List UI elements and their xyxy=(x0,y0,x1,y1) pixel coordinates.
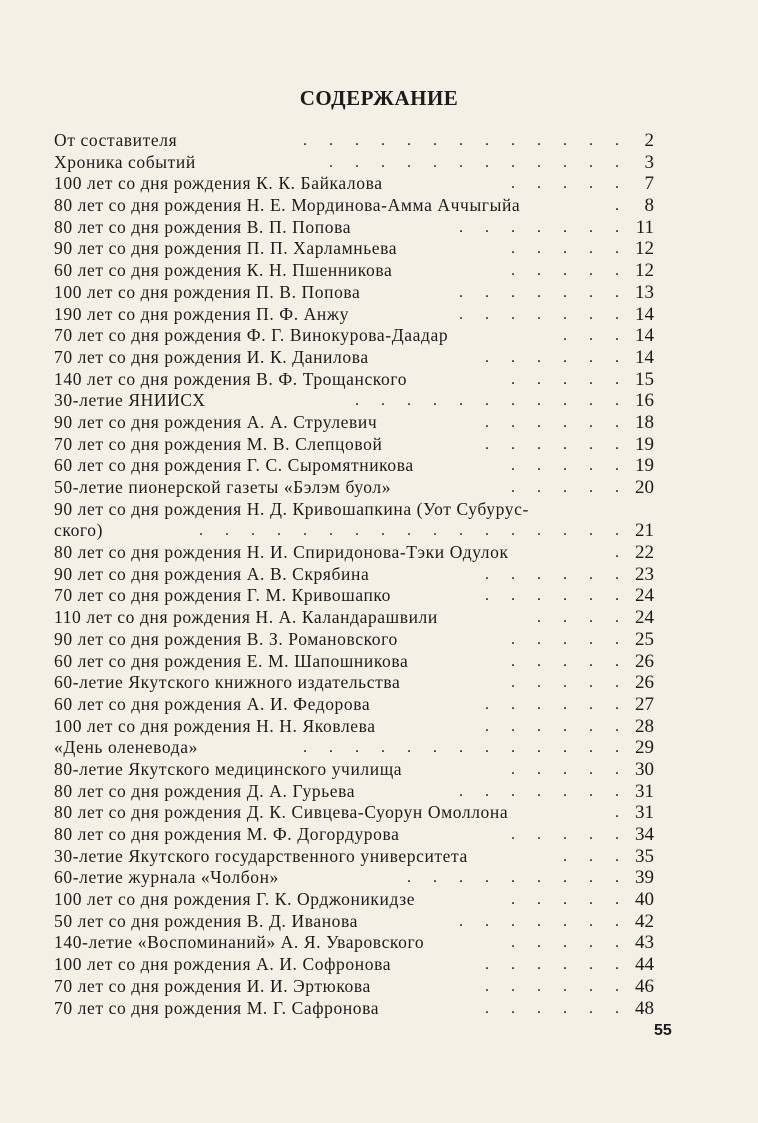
toc-leader-dots: . . . . . . . . . . . . . . . . . xyxy=(199,522,628,540)
toc-entry xyxy=(54,954,654,976)
toc-page-number: 30 xyxy=(635,758,654,780)
toc-page-number: 43 xyxy=(635,932,654,954)
toc-page-number: 25 xyxy=(635,628,654,650)
toc-entry xyxy=(54,846,654,868)
toc-entry xyxy=(54,867,654,889)
toc-page-number: 7 xyxy=(644,173,654,195)
toc-entry-title: 80 лет со дня рождения М. Ф. Догордурова xyxy=(54,824,400,844)
toc-page-number: 14 xyxy=(635,346,654,368)
toc-page-number: 2 xyxy=(644,130,654,151)
toc-leader-dots: . xyxy=(615,804,628,822)
toc-entry xyxy=(54,585,654,607)
toc-leader-dots: . . . . . . . xyxy=(459,305,628,323)
toc-leader-dots: . . . . . xyxy=(511,934,628,952)
toc-page-number: 15 xyxy=(635,368,654,390)
toc-entry-title: 90 лет со дня рождения В. З. Романовского xyxy=(54,628,398,649)
toc-page-number: 28 xyxy=(635,715,654,737)
toc-page-number: 46 xyxy=(635,975,654,997)
toc-entry xyxy=(54,759,654,781)
toc-entry-title: 110 лет со дня рождения Н. А. Каландарашвили xyxy=(54,607,438,628)
toc-entry xyxy=(54,716,654,738)
toc-entry-title: 70 лет со дня рождения Ф. Г. Винокурова-Даадар xyxy=(54,325,449,346)
toc-page-number: 42 xyxy=(635,910,654,932)
toc-page-number: 23 xyxy=(635,563,654,585)
toc-leader-dots: . . . . . . . . . . . . . xyxy=(303,132,628,149)
toc-entry-title: 50-летие пионерской газеты «Бэлэм буол» xyxy=(54,477,392,497)
toc-leader-dots: . . . . . xyxy=(511,370,628,388)
toc-leader-dots: . . . . . . . xyxy=(459,782,628,800)
toc-leader-dots: . . . . . . xyxy=(485,348,628,366)
toc-leader-dots: . . . xyxy=(563,327,628,345)
page-title: СОДЕРЖАНИЕ xyxy=(299,86,459,110)
toc-page-number: 8 xyxy=(644,195,654,217)
toc-entry xyxy=(54,390,654,412)
toc-entry xyxy=(54,412,654,434)
toc-entry-title: 100 лет со дня рождения Н. Н. Яковлева xyxy=(54,715,376,736)
toc-page-number: 22 xyxy=(635,542,654,564)
toc-entry xyxy=(54,824,654,846)
toc-entry xyxy=(54,195,654,217)
toc-entry xyxy=(54,173,654,195)
toc-entry-title: 90 лет со дня рождения Н. Д. Кривошапкина (Уот Субурус- xyxy=(54,498,529,519)
toc-entry-title: 60 лет со дня рождения К. Н. Пшенникова xyxy=(54,260,393,281)
toc-entry-title: 60 лет со дня рождения Е. М. Шапошникова xyxy=(54,650,409,671)
toc-entry xyxy=(54,672,654,694)
toc-entry-title: 90 лет со дня рождения А. В. Скрябина xyxy=(54,563,370,584)
toc-page-number: 40 xyxy=(635,889,654,911)
toc-leader-dots: . . . . . xyxy=(511,240,628,258)
toc-page-number: 12 xyxy=(635,238,654,260)
toc-page-number: 21 xyxy=(635,520,654,542)
toc-entry xyxy=(54,499,654,521)
toc-entry xyxy=(54,130,654,152)
toc-entry xyxy=(54,781,654,803)
toc-entry-title: От составителя xyxy=(54,130,178,150)
toc-leader-dots: . xyxy=(615,544,628,562)
toc-entry xyxy=(54,737,654,759)
toc-leader-dots: . . . . . . xyxy=(485,717,628,735)
toc-leader-dots: . . . . . xyxy=(511,457,628,475)
toc-leader-dots: . . . . . xyxy=(511,826,628,843)
toc-entry-title: 60 лет со дня рождения Г. С. Сыромятникова xyxy=(54,455,414,476)
toc-entry-title: 70 лет со дня рождения М. Г. Сафронова xyxy=(54,997,380,1018)
toc-page-number: 39 xyxy=(635,867,654,889)
toc-leader-dots: . . . . . xyxy=(511,479,628,496)
toc-page-number: 12 xyxy=(635,260,654,282)
toc-leader-dots: . . . . . . . xyxy=(459,912,628,930)
toc-entry-title: 140-летие «Воспоминаний» А. Я. Уваровского xyxy=(54,932,425,953)
toc-entry-title: 70 лет со дня рождения И. И. Эртюкова xyxy=(54,975,371,996)
toc-entry-title: 30-летие Якутского государственного университета xyxy=(54,845,468,866)
toc-leader-dots: . . . . . xyxy=(511,760,628,778)
toc-entry xyxy=(54,347,654,369)
toc-entry xyxy=(54,238,654,260)
toc-leader-dots: . . . . xyxy=(537,609,628,627)
toc-entry xyxy=(54,542,654,564)
toc-entry xyxy=(54,802,654,824)
toc-entry-title: 80 лет со дня рождения Д. К. Сивцева-Суорун Омоллона xyxy=(54,802,509,823)
toc-entry-title: 80 лет со дня рождения Д. А. Гурьева xyxy=(54,780,356,801)
toc-entry-title: 80 лет со дня рождения Н. Е. Мординова-Амма Аччыгыйа xyxy=(54,195,521,216)
toc-entry xyxy=(54,152,654,174)
toc-page-number: 26 xyxy=(635,650,654,672)
toc-entry-title: 60-летие Якутского книжного издательства xyxy=(54,672,401,693)
toc-page-number: 27 xyxy=(635,693,654,715)
toc-entry xyxy=(54,694,654,716)
toc-entry xyxy=(54,304,654,326)
toc-entry xyxy=(54,434,654,456)
toc-entry-title: 100 лет со дня рождения Г. К. Орджоникидзе xyxy=(54,889,416,910)
toc-page-number: 18 xyxy=(635,411,654,433)
toc-entry-title: 80 лет со дня рождения В. П. Попова xyxy=(54,216,352,237)
toc-entry xyxy=(54,564,654,586)
toc-leader-dots: . . . . . xyxy=(511,891,628,909)
toc-leader-dots: . . . . . xyxy=(511,630,628,648)
toc-entry-title: 80-летие Якутского медицинского училища xyxy=(54,758,403,779)
toc-leader-dots: . . . . . xyxy=(511,262,628,280)
toc-entry-title: 80 лет со дня рождения Н. И. Спиридонова-Тэки Одулок xyxy=(54,542,509,563)
toc-leader-dots: . . . . . xyxy=(511,674,628,692)
toc-page-number: 14 xyxy=(635,303,654,325)
toc-entry xyxy=(54,325,654,347)
toc-leader-dots: . . . . . xyxy=(511,652,628,670)
toc-entry-title: Хроника событий xyxy=(54,151,196,172)
toc-leader-dots: . . . . . . xyxy=(485,977,628,995)
toc-page-number: 3 xyxy=(644,151,654,173)
toc-leader-dots: . . . . . . xyxy=(485,956,628,974)
toc-entry-title: ского) xyxy=(54,520,104,541)
toc-entry-title: 50 лет со дня рождения В. Д. Иванова xyxy=(54,910,359,931)
toc-entry-title: 100 лет со дня рождения П. В. Попова xyxy=(54,281,361,302)
toc-entry-title: 190 лет со дня рождения П. Ф. Анжу xyxy=(54,303,349,324)
toc-entry xyxy=(54,369,654,391)
toc-entry xyxy=(54,976,654,998)
toc-leader-dots: . . . . . . xyxy=(485,413,628,431)
toc-page-number: 26 xyxy=(635,672,654,694)
toc-entry-title: 90 лет со дня рождения А. А. Струлевич xyxy=(54,411,378,432)
toc-page-number: 31 xyxy=(635,802,654,824)
toc-page-number: 14 xyxy=(635,325,654,347)
toc-entry xyxy=(54,911,654,933)
toc-page-number: 13 xyxy=(635,281,654,303)
toc-leader-dots: . . . xyxy=(563,847,628,865)
toc-entry xyxy=(54,651,654,673)
toc-page-number: 20 xyxy=(635,477,654,498)
toc-entry xyxy=(54,260,654,282)
toc-entry-title: 100 лет со дня рождения А. И. Софронова xyxy=(54,954,392,975)
toc-leader-dots: . . . . . . . . . . . . xyxy=(329,153,628,171)
toc-leader-dots: . . . . . xyxy=(511,175,628,193)
toc-leader-dots: . . . . . . . xyxy=(459,283,628,301)
toc-entry xyxy=(54,217,654,239)
toc-leader-dots: . . . . . . xyxy=(485,695,628,713)
toc-page-number: 31 xyxy=(635,780,654,802)
toc-page-number: 24 xyxy=(635,585,654,607)
toc-page-number: 16 xyxy=(635,390,654,412)
toc-page-number: 34 xyxy=(635,824,654,845)
toc-page-number: 44 xyxy=(635,954,654,976)
page-number: 55 xyxy=(654,1022,672,1039)
toc-entry-title: 90 лет со дня рождения П. П. Харламньева xyxy=(54,238,398,259)
toc-page-number: 29 xyxy=(635,737,654,759)
toc-page-number: 11 xyxy=(635,216,654,238)
toc-page-number: 35 xyxy=(635,845,654,867)
toc-page-number: 19 xyxy=(635,455,654,477)
toc-entry-title: 70 лет со дня рождения Г. М. Кривошапко xyxy=(54,585,391,606)
table-of-contents xyxy=(54,130,654,1019)
toc-leader-dots: . . . . . . . xyxy=(459,218,628,236)
toc-entry xyxy=(54,282,654,304)
toc-entry-title: «День оленевода» xyxy=(54,737,198,758)
toc-page-number: 24 xyxy=(635,607,654,629)
toc-entry xyxy=(54,932,654,954)
toc-entry-title: 60 лет со дня рождения А. И. Федорова xyxy=(54,693,371,714)
toc-leader-dots: . . . . . . . . . xyxy=(407,869,628,887)
toc-entry xyxy=(54,629,654,651)
toc-entry-title: 70 лет со дня рождения М. В. Слепцовой xyxy=(54,433,383,454)
toc-leader-dots: . xyxy=(615,197,628,215)
toc-leader-dots: . . . . . . . . . . . . . xyxy=(303,739,628,757)
toc-entry-title: 140 лет со дня рождения В. Ф. Трощанского xyxy=(54,368,408,389)
toc-page-number: 19 xyxy=(635,433,654,455)
toc-entry-title: 100 лет со дня рождения К. К. Байкалова xyxy=(54,173,383,194)
toc-leader-dots: . . . . . . xyxy=(485,999,628,1017)
toc-leader-dots: . . . . . . . . . . . xyxy=(355,392,628,410)
toc-leader-dots: . . . . . . xyxy=(485,587,628,605)
toc-entry xyxy=(54,520,654,542)
toc-entry-title: 70 лет со дня рождения И. К. Данилова xyxy=(54,346,369,367)
toc-leader-dots: . . . . . . xyxy=(485,435,628,453)
toc-entry xyxy=(54,455,654,477)
toc-leader-dots: . . . . . . xyxy=(485,565,628,583)
toc-entry-title: 60-летие журнала «Чолбон» xyxy=(54,867,279,888)
toc-entry xyxy=(54,889,654,911)
toc-entry-title: 30-летие ЯНИИСХ xyxy=(54,390,206,411)
toc-entry xyxy=(54,998,654,1020)
toc-entry xyxy=(54,607,654,629)
toc-entry xyxy=(54,477,654,499)
toc-page-number: 48 xyxy=(635,997,654,1019)
